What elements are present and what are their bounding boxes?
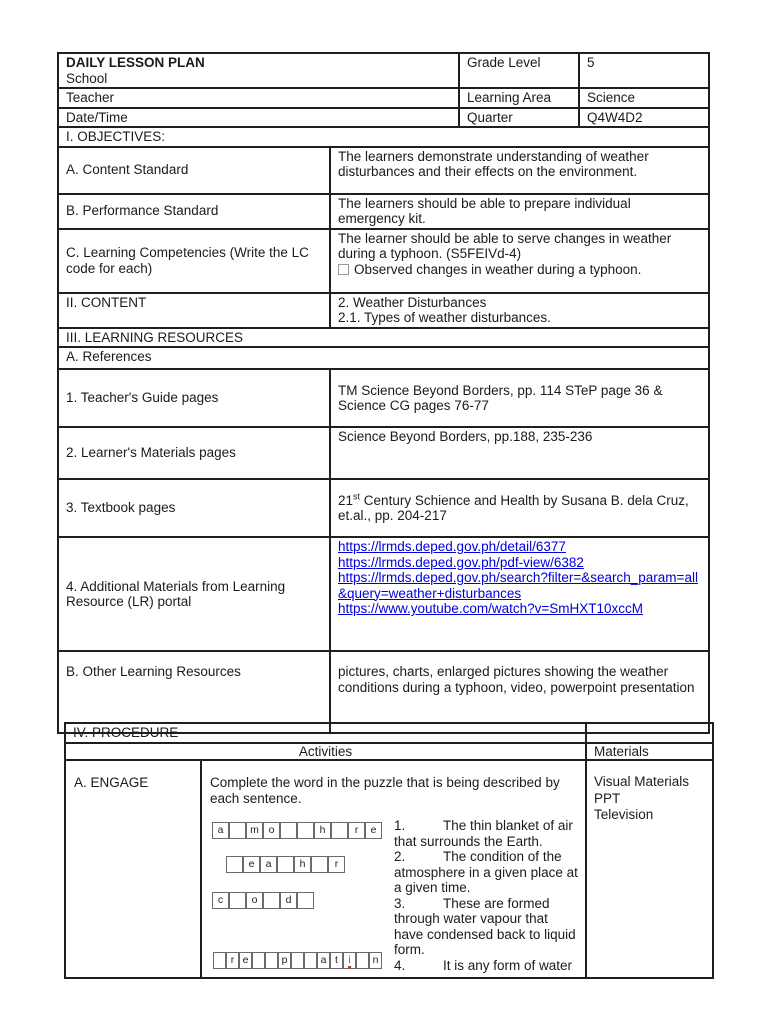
teachers-guide-value: TM Science Beyond Borders, pp. 114 STeP page 36 & Science CG pages 76-77 <box>330 369 709 427</box>
learners-materials-label: 2. Learner's Materials pages <box>58 427 330 479</box>
learning-area-label: Learning Area <box>459 88 579 108</box>
puzzle-cell <box>252 952 265 969</box>
youtube-link[interactable]: https://www.youtube.com/watch?v=SmHXT10xccM <box>338 601 643 616</box>
textbook-value-ordinal: st <box>353 491 361 501</box>
puzzle-cell <box>229 892 246 909</box>
objectives-table <box>57 126 710 734</box>
puzzle-cell: o <box>246 892 263 909</box>
textbook-value-number: 21 <box>338 492 354 508</box>
clue-number: 2. <box>394 849 406 864</box>
clue-number: 3. <box>394 895 406 911</box>
grade-level-label: Grade Level <box>459 53 579 88</box>
engage-activities-content <box>202 761 585 977</box>
puzzle-row <box>212 822 382 839</box>
puzzle-cell: a <box>317 952 330 969</box>
clue-text: The thin blanket of air that surrounds the Earth. <box>394 818 573 849</box>
clue-item <box>394 849 578 896</box>
puzzle-cell: r <box>348 822 365 839</box>
engage-label: A. ENGAGE <box>65 760 201 978</box>
clue-text: These are formed through water vapour that have condensed back to liquid form. <box>394 895 576 957</box>
procedure-section <box>64 722 712 979</box>
puzzle-cell <box>226 856 243 873</box>
competencies-bullet-line <box>338 262 701 278</box>
textbook-value <box>330 479 709 537</box>
grade-level-value: 5 <box>579 53 709 88</box>
performance-standard-label: B. Performance Standard <box>58 194 330 229</box>
content-standard-label: A. Content Standard <box>58 147 330 194</box>
content-line-1: 2. Weather Disturbances <box>338 294 487 310</box>
engage-instruction: Complete the word in the puzzle that is being described by each sentence. <box>210 775 560 806</box>
content-standard-value: The learners demonstrate understanding of weather disturbances and their effects on the environment. <box>330 147 709 194</box>
competencies-bullet: Observed changes in weather during a typhoon. <box>354 261 642 277</box>
clue-text: The condition of the atmosphere in a given place at a given time. <box>394 849 578 895</box>
header-table <box>57 52 710 128</box>
puzzle-cell <box>213 952 226 969</box>
engage-activities-cell <box>201 760 586 978</box>
school-label: School <box>66 70 108 86</box>
puzzle-cell <box>265 952 278 969</box>
textbook-value-rest: Century Schience and Health by Susana B. dela Cruz, et.al., pp. 204-217 <box>338 492 689 523</box>
other-resources-label: B. Other Learning Resources <box>58 651 330 733</box>
puzzle-cell: r <box>226 952 239 969</box>
learners-materials-value: Science Beyond Borders, pp.188, 235-236 <box>330 427 709 479</box>
material-item: PPT <box>594 790 621 806</box>
puzzle-cell: a <box>212 822 229 839</box>
document-title: DAILY LESSON PLAN <box>66 55 205 70</box>
puzzle-cell <box>263 892 280 909</box>
content-line-2: 2.1. Types of weather disturbances. <box>338 310 551 325</box>
puzzle-cell: n <box>369 952 382 969</box>
learning-area-value: Science <box>579 88 709 108</box>
lesson-plan-document <box>57 52 708 734</box>
puzzle-cell <box>331 822 348 839</box>
puzzle-cell: i <box>343 952 356 969</box>
performance-standard-value: The learners should be able to prepare individual emergency kit. <box>330 194 709 229</box>
quarter-label: Quarter <box>459 108 579 128</box>
puzzle-row <box>226 856 345 873</box>
content-section-value <box>330 293 709 328</box>
puzzle-cell <box>304 952 317 969</box>
competencies-value-cell <box>330 229 709 293</box>
puzzle-cell <box>291 952 304 969</box>
procedure-title-empty-cell <box>586 723 713 743</box>
competencies-value: The learner should be able to serve changes in weather during a typhoon. (S5FEIVd-4) <box>338 230 672 261</box>
puzzle-cell: a <box>260 856 277 873</box>
materials-list <box>586 760 713 978</box>
puzzle-cell: e <box>239 952 252 969</box>
puzzle-cell <box>297 892 314 909</box>
puzzle-cell: e <box>243 856 260 873</box>
title-cell <box>58 53 459 88</box>
lrmds-search-link[interactable]: https://lrmds.deped.gov.ph/search?filter=&search_param=all&query=weather+disturbances <box>338 570 698 601</box>
clue-number: 1. <box>394 818 406 833</box>
puzzle-cell: d <box>280 892 297 909</box>
puzzle-cell: m <box>246 822 263 839</box>
additional-materials-links <box>330 537 709 651</box>
procedure-table <box>64 722 714 979</box>
other-resources-value: pictures, charts, enlarged pictures showing the weather conditions during a typhoon, video, powerpoint presentation <box>330 651 709 733</box>
puzzle-cell <box>311 856 328 873</box>
checkbox-icon <box>338 264 349 275</box>
puzzle-cell: p <box>278 952 291 969</box>
teachers-guide-label: 1. Teacher's Guide pages <box>58 369 330 427</box>
puzzle-cell: r <box>328 856 345 873</box>
puzzle-cell <box>229 822 246 839</box>
materials-header: Materials <box>586 743 713 761</box>
textbook-label: 3. Textbook pages <box>58 479 330 537</box>
clue-item <box>394 818 578 849</box>
references-title: A. References <box>58 347 709 369</box>
material-item: Visual Materials <box>594 774 690 789</box>
lrmds-pdfview-link[interactable]: https://lrmds.deped.gov.ph/pdf-view/6382 <box>338 554 584 570</box>
puzzle-cell: h <box>294 856 311 873</box>
puzzle-cell: e <box>365 822 382 839</box>
puzzle-cell: t <box>330 952 343 969</box>
objectives-section-title: I. OBJECTIVES: <box>58 127 709 147</box>
material-item: Television <box>594 807 654 822</box>
puzzle-cell <box>277 856 294 873</box>
puzzle-row <box>212 892 314 909</box>
puzzle-cell <box>280 822 297 839</box>
quarter-value: Q4W4D2 <box>579 108 709 128</box>
clue-item <box>394 896 578 958</box>
clue-item <box>394 958 578 974</box>
additional-materials-label: 4. Additional Materials from Learning Resource (LR) portal <box>58 537 330 651</box>
content-section-label: II. CONTENT <box>58 293 330 328</box>
activities-header: Activities <box>65 743 586 761</box>
lrmds-detail-link[interactable]: https://lrmds.deped.gov.ph/detail/6377 <box>338 539 566 554</box>
datetime-label: Date/Time <box>58 108 459 128</box>
procedure-section-title: IV. PROCEDURE <box>65 723 586 743</box>
puzzle-cell <box>297 822 314 839</box>
puzzle-cell: h <box>314 822 331 839</box>
clue-text: It is any form of water <box>443 957 573 973</box>
puzzle-cell: o <box>263 822 280 839</box>
puzzle-cell <box>356 952 369 969</box>
clue-number: 4. <box>394 957 406 973</box>
puzzle-cell: c <box>212 892 229 909</box>
teacher-label: Teacher <box>58 88 459 108</box>
clue-list <box>394 818 578 973</box>
resources-section-title: III. LEARNING RESOURCES <box>58 328 709 348</box>
competencies-label: C. Learning Competencies (Write the LC code for each) <box>58 229 330 293</box>
puzzle-row <box>213 952 382 969</box>
